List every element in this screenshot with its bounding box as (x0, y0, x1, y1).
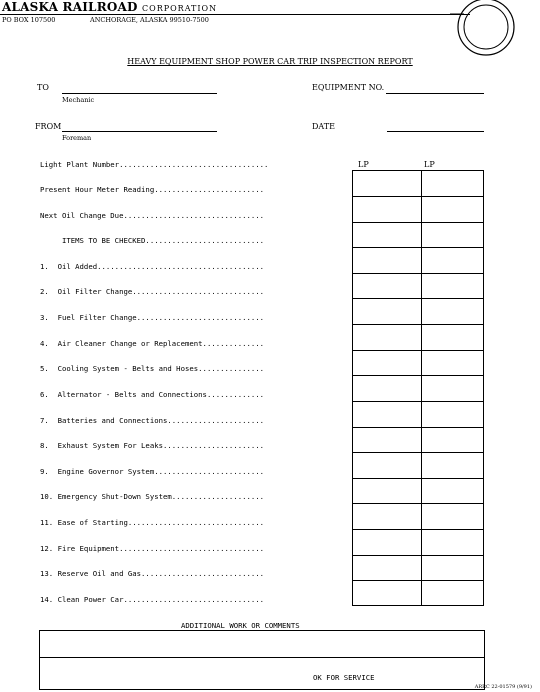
grid-row-line (353, 324, 483, 325)
form-number: ARRC 22-01579 (9/91) (474, 684, 532, 690)
row-item-3: 3. Fuel Filter Change............................. (40, 313, 265, 322)
grid-row-line (353, 452, 483, 453)
column-header-lp-1: LP (358, 160, 369, 169)
equipment-field[interactable] (386, 93, 484, 94)
grid-column-divider (421, 171, 422, 605)
row-light-plant-number: Light Plant Number.................................. (40, 160, 269, 169)
row-hour-meter: Present Hour Meter Reading......................... (40, 185, 265, 194)
row-item-10: 10. Emergency Shut-Down System..................... (40, 492, 265, 501)
inspection-grid (352, 170, 484, 606)
row-item-13: 13. Reserve Oil and Gas............................ (40, 569, 265, 578)
grid-row-line (353, 478, 483, 479)
ok-for-service-label: OK FOR SERVICE (313, 673, 375, 682)
company-title: ALASKA RAILROAD (2, 0, 138, 14)
grid-row-line (353, 222, 483, 223)
po-box: PO BOX 107500 (2, 16, 56, 24)
comments-box[interactable] (39, 630, 485, 690)
grid-row-line (353, 503, 483, 504)
grid-row-line (353, 196, 483, 197)
header-rule (0, 14, 470, 15)
comments-label: ADDITIONAL WORK OR COMMENTS (181, 621, 300, 630)
row-item-12: 12. Fire Equipment................................. (40, 544, 265, 553)
row-item-6: 6. Alternator - Belts and Connections............. (40, 390, 265, 399)
railroad-logo-icon (450, 0, 522, 58)
date-field[interactable] (387, 131, 484, 132)
grid-row-line (353, 427, 483, 428)
grid-row-line (353, 298, 483, 299)
equipment-label: EQUIPMENT NO. (312, 83, 385, 92)
from-label: FROM (35, 122, 62, 131)
to-sub-label: Mechanic (62, 96, 95, 104)
row-item-5: 5. Cooling System - Belts and Hoses............... (40, 364, 265, 373)
row-item-7: 7. Batteries and Connections...................... (40, 416, 265, 425)
grid-row-line (353, 529, 483, 530)
from-sub-label: Foreman (62, 134, 92, 142)
row-next-oil-change: Next Oil Change Due................................ (40, 211, 265, 220)
grid-row-line (353, 350, 483, 351)
row-item-9: 9. Engine Governor System......................... (40, 467, 265, 476)
grid-row-line (353, 375, 483, 376)
report-title: HEAVY EQUIPMENT SHOP POWER CAR TRIP INSPECTION REPORT (127, 57, 413, 66)
to-field[interactable] (62, 93, 217, 94)
row-item-8: 8. Exhaust System For Leaks....................... (40, 441, 265, 450)
from-field[interactable] (62, 131, 217, 132)
column-header-lp-2: LP (424, 160, 435, 169)
address: ANCHORAGE, ALASKA 99510-7500 (90, 16, 209, 24)
grid-row-line (353, 401, 483, 402)
date-label: DATE (312, 122, 335, 131)
row-item-1: 1. Oil Added...................................... (40, 262, 265, 271)
grid-row-line (353, 247, 483, 248)
row-items-heading: ITEMS TO BE CHECKED........................... (40, 236, 265, 245)
row-item-11: 11. Ease of Starting............................... (40, 518, 265, 527)
row-item-2: 2. Oil Filter Change.............................. (40, 287, 265, 296)
company-name (2, 0, 217, 14)
grid-row-line (353, 273, 483, 274)
to-label: TO (37, 83, 49, 92)
row-item-14: 14. Clean Power Car................................ (40, 595, 265, 604)
grid-row-line (353, 555, 483, 556)
row-item-4: 4. Air Cleaner Change or Replacement.............. (40, 339, 265, 348)
company-suffix: CORPORATION (142, 4, 218, 13)
grid-row-line (353, 580, 483, 581)
comments-divider (40, 657, 484, 658)
